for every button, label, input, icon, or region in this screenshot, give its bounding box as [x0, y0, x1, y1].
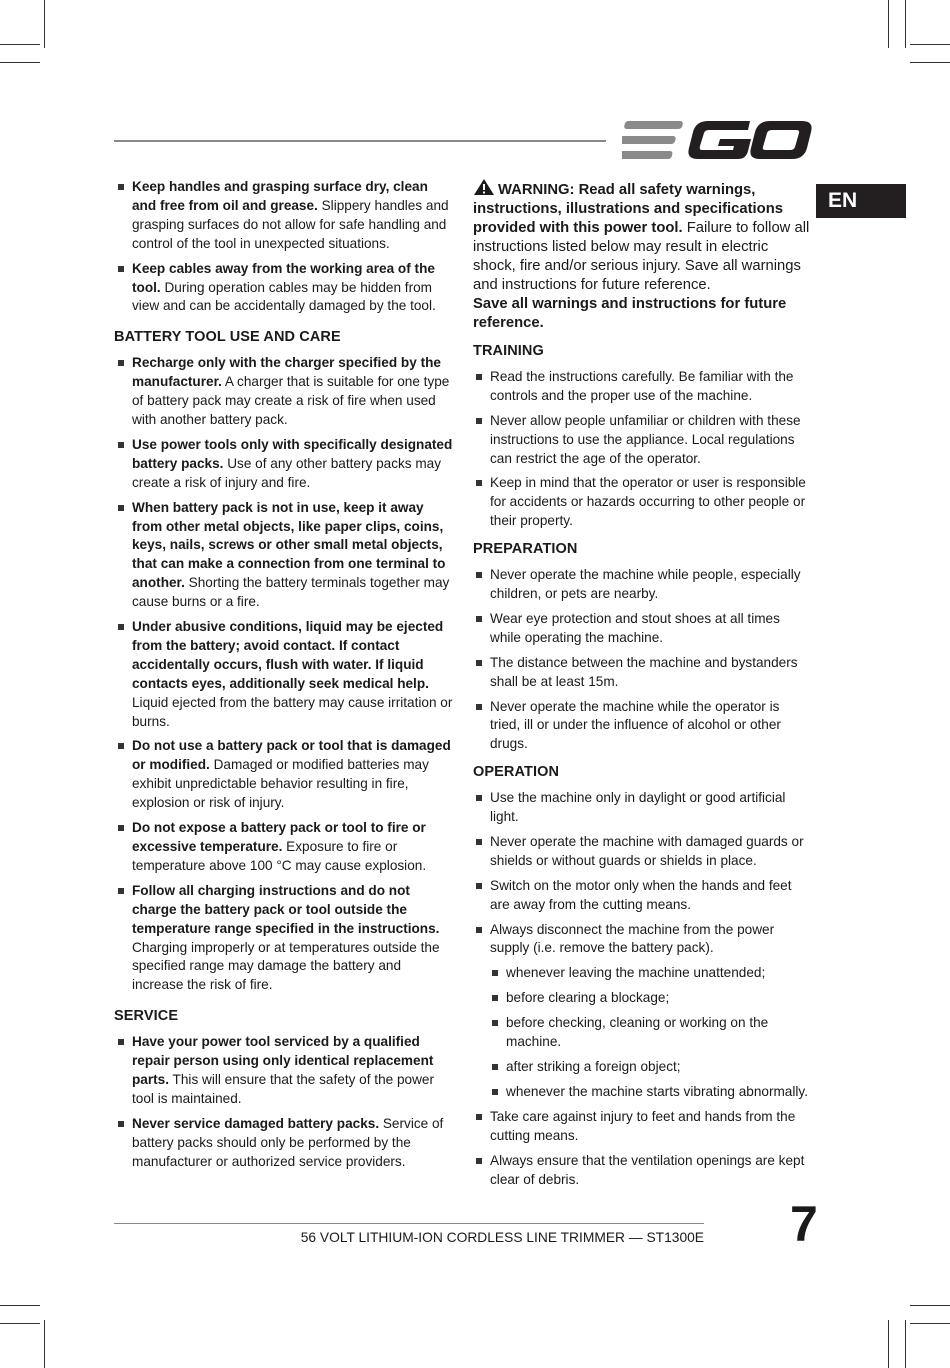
list-item: Keep in mind that the operator or user is responsible for accidents or hazards occurring to other people or their property.: [473, 474, 813, 531]
item-text: Charging improperly or at temperatures outside the specified range may damage the battery and increase the risk of fire.: [132, 939, 440, 993]
list-item: [114, 618, 454, 731]
crop-mark: [0, 1323, 40, 1324]
list-item: Use the machine only in daylight or good artificial light.: [473, 789, 813, 827]
list-item: Never allow people unfamiliar or children with these instructions to use the appliance. Local regulations can restrict the age of the operator.: [473, 412, 813, 469]
list-item: The distance between the machine and bystanders shall be at least 15m.: [473, 654, 813, 692]
item-text: Shorting the battery terminals together may cause burns or a fire.: [132, 575, 450, 610]
section-heading-battery: BATTERY TOOL USE AND CARE: [114, 329, 341, 346]
crop-mark: [910, 44, 950, 45]
footer-title: 56 VOLT LITHIUM-ION CORDLESS LINE TRIMMER — ST1300E: [300, 1230, 704, 1245]
warning-save-note: Save all warnings and instructions for future reference.: [473, 296, 787, 331]
header-rule: [114, 140, 606, 142]
list-item: [114, 354, 454, 430]
list-item: [114, 1115, 454, 1172]
list-item: [114, 819, 454, 876]
left-column: [114, 178, 454, 1178]
list-item: Wear eye protection and stout shoes at all times while operating the machine.: [473, 610, 813, 648]
crop-mark: [44, 1320, 45, 1368]
footer-rule: [114, 1223, 704, 1224]
list-item: Switch on the motor only when the hands and feet are away from the cutting means.: [473, 877, 813, 915]
crop-mark: [905, 0, 906, 48]
item-bold: Under abusive conditions, liquid may be ejected from the battery; avoid contact. If contact accidentally occurs, flush with water. If liquid contacts eyes, additionally seek medical help.: [132, 619, 444, 691]
list-item: [114, 260, 454, 317]
warning-text: Failure to follow all instructions listed below may result in electric shock, fire and/or serious injury. Save all warnings and instructions for future reference.: [473, 220, 810, 293]
crop-mark: [0, 44, 40, 45]
item-bold: Never service damaged battery packs.: [132, 1115, 380, 1131]
crop-mark: [910, 1323, 950, 1324]
crop-mark: [910, 62, 950, 63]
item-bold: Recharge only with the charger specified by the manufacturer.: [132, 355, 441, 390]
section-heading-training: TRAINING: [473, 343, 544, 359]
item-bold: Follow all charging instructions and do not charge the battery pack or tool outside the temperature range specified in the instructions.: [132, 882, 440, 936]
item-bold: Keep handles and grasping surface dry, clean and free from oil and grease.: [132, 179, 428, 213]
list-item: Never operate the machine while people, especially children, or pets are nearby.: [473, 566, 813, 604]
page-number: 7: [790, 1196, 818, 1252]
list-item: [114, 882, 454, 995]
warning-block: [473, 178, 813, 333]
item-bold: Use power tools only with specifically designated battery packs.: [132, 436, 453, 471]
crop-mark: [910, 1305, 950, 1306]
item-text: A charger that is suitable for one type of battery pack may create a risk of fire when used with another battery pack.: [132, 374, 450, 427]
list-item: Never operate the machine while the operator is tried, ill or under the influence of alcohol or other drugs.: [473, 698, 813, 755]
item-bold: When battery pack is not in use, keep it away from other metal objects, like paper clips, coins, keys, nails, screws or other small metal objects, that can make a connection from one terminal to another.: [132, 499, 446, 591]
language-tab: EN: [816, 184, 906, 218]
list-item: Take care against injury to feet and hands from the cutting means.: [473, 1108, 813, 1146]
sub-list-item: after striking a foreign object;: [489, 1058, 813, 1077]
sub-list-item: whenever leaving the machine unattended;: [489, 964, 813, 983]
item-text: Damaged or modified batteries may exhibit unpredictable behavior resulting in fire, explosion or risk of injury.: [132, 757, 429, 811]
list-item: Always ensure that the ventilation openings are kept clear of debris.: [473, 1152, 813, 1190]
crop-mark: [905, 1320, 906, 1368]
warning-icon: [473, 178, 495, 196]
list-item: [114, 499, 454, 612]
item-text: Service of battery packs should only be performed by the manufacturer or authorized service providers.: [132, 1115, 444, 1169]
list-item: [114, 178, 454, 254]
section-heading-preparation: PREPARATION: [473, 541, 578, 558]
list-item: Always disconnect the machine from the power supply (i.e. remove the battery pack).: [473, 921, 813, 959]
list-item: [114, 436, 454, 493]
list-item: Never operate the machine with damaged guards or shields or without guards or shields in place.: [473, 833, 813, 871]
list-item: [114, 1033, 454, 1109]
item-bold: Do not expose a battery pack or tool to fire or excessive temperature.: [132, 820, 426, 854]
right-column: [473, 178, 813, 1195]
crop-mark: [888, 0, 889, 48]
sub-list-item: before checking, cleaning or working on the machine.: [489, 1014, 813, 1052]
sub-list-item: before clearing a blockage;: [489, 989, 813, 1008]
warning-label: WARNING:: [498, 182, 575, 198]
warning-bold: Read all safety warnings, instructions, illustrations and specifications provided with this power tool.: [473, 182, 783, 236]
list-item: Read the instructions carefully. Be familiar with the controls and the proper use of the machine.: [473, 368, 813, 406]
section-heading-service: SERVICE: [114, 1008, 179, 1025]
list-item: [114, 737, 454, 813]
item-text: During operation cables may be hidden from view and can be accidentally damaged by the tool.: [132, 279, 436, 314]
item-text: Slippery handles and grasping surfaces do not allow for safe handling and control of the tool in unexpected situations.: [132, 197, 449, 251]
ego-logo: [622, 118, 812, 162]
item-text: Liquid ejected from the battery may cause irritation or burns.: [132, 694, 453, 729]
crop-mark: [0, 62, 40, 63]
crop-mark: [888, 1320, 889, 1368]
item-bold: Keep cables away from the working area of the tool.: [132, 260, 435, 295]
sub-list-item: whenever the machine starts vibrating abnormally.: [489, 1083, 813, 1102]
item-text: This will ensure that the safety of the power tool is maintained.: [132, 1071, 434, 1106]
crop-mark: [44, 0, 45, 48]
item-text: Exposure to fire or temperature above 100 °C may cause explosion.: [132, 839, 427, 873]
item-bold: Have your power tool serviced by a qualified repair person using only identical replacement parts.: [132, 1034, 434, 1087]
item-bold: Do not use a battery pack or tool that is damaged or modified.: [132, 738, 451, 773]
item-text: Use of any other battery packs may create a risk of injury and fire.: [132, 455, 442, 490]
section-heading-operation: OPERATION: [473, 764, 560, 781]
crop-mark: [0, 1305, 40, 1306]
